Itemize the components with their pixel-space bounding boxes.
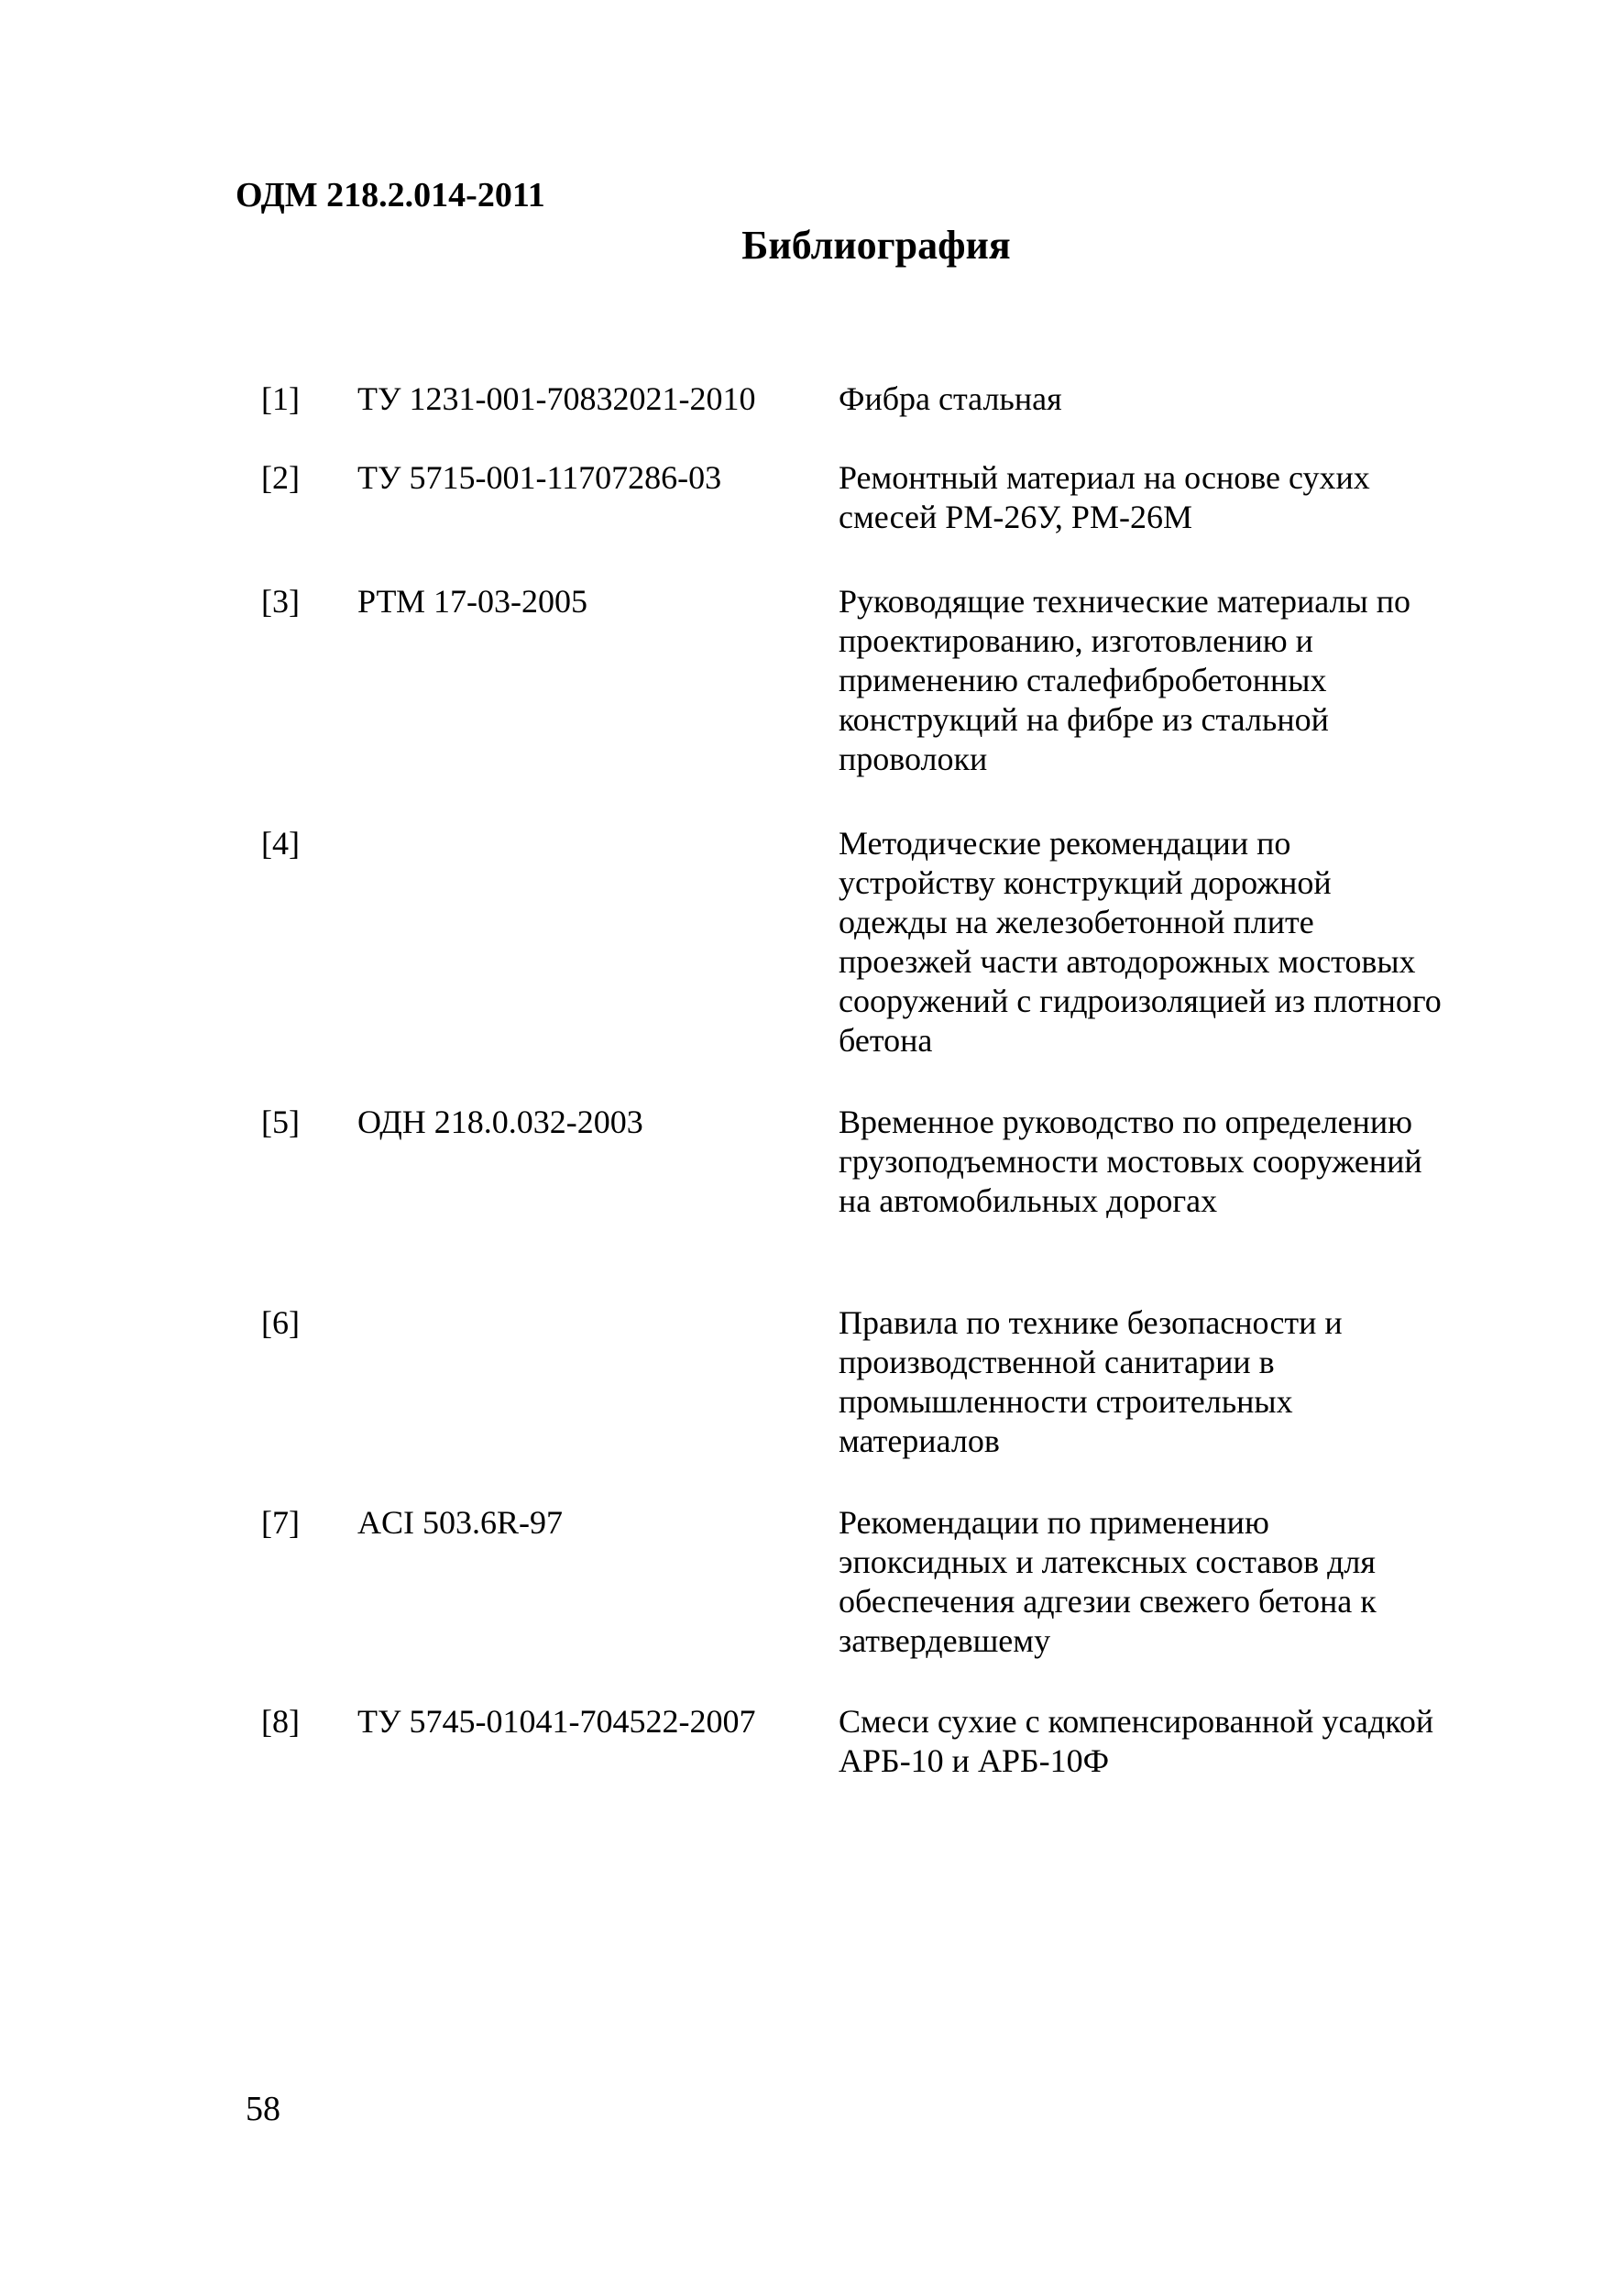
page-number: 58	[246, 2090, 280, 2128]
entry-code: ТУ 5745-01041-704522-2007	[357, 1703, 756, 1740]
entry-number: [8]	[261, 1703, 300, 1740]
entry-code: ТУ 5715-001-11707286-03	[357, 459, 722, 496]
entry-title: Временное руководство по определению грузоподъемности мостовых сооружений на автомобильных дорогах	[839, 1104, 1422, 1219]
page-title: Библиография	[741, 223, 1011, 268]
entry-code: ACI 503.6R-97	[357, 1504, 563, 1541]
entry-code: РТМ 17-03-2005	[357, 583, 587, 620]
entry-code: ОДН 218.0.032-2003	[357, 1104, 643, 1140]
entry-title: Правила по технике безопасности и производственной санитарии в промышленности строительных материалов	[839, 1304, 1343, 1459]
entry-number: [6]	[261, 1304, 300, 1341]
entry-title: Методические рекомендации по устройству конструкций дорожной одежды на железобетонной плите проезжей части автодорожных мостовых сооружений с гидроизоляцией из плотного бетона	[839, 825, 1442, 1059]
entry-number: [1]	[261, 380, 300, 417]
entry-title: Руководящие технические материалы по проектированию, изготовлению и применению сталефибробетонных конструкций на фибре из стальной проволоки	[839, 583, 1410, 777]
entry-number: [3]	[261, 583, 300, 620]
entry-title: Ремонтный материал на основе сухих смесей РМ-26У, РМ-26М	[839, 459, 1370, 535]
entry-code: ТУ 1231-001-70832021-2010	[357, 380, 756, 417]
entry-number: [5]	[261, 1104, 300, 1140]
document-code: ОДМ 218.2.014-2011	[236, 176, 545, 214]
entry-title: Смеси сухие с компенсированной усадкой АРБ-10 и АРБ-10Ф	[839, 1703, 1434, 1779]
entry-title: Рекомендации по применению эпоксидных и латексных составов для обеспечения адгезии свежего бетона к затвердевшему	[839, 1504, 1377, 1659]
entry-number: [2]	[261, 459, 300, 496]
entry-number: [7]	[261, 1504, 300, 1541]
entry-title: Фибра стальная	[839, 380, 1062, 417]
entry-number: [4]	[261, 825, 300, 862]
